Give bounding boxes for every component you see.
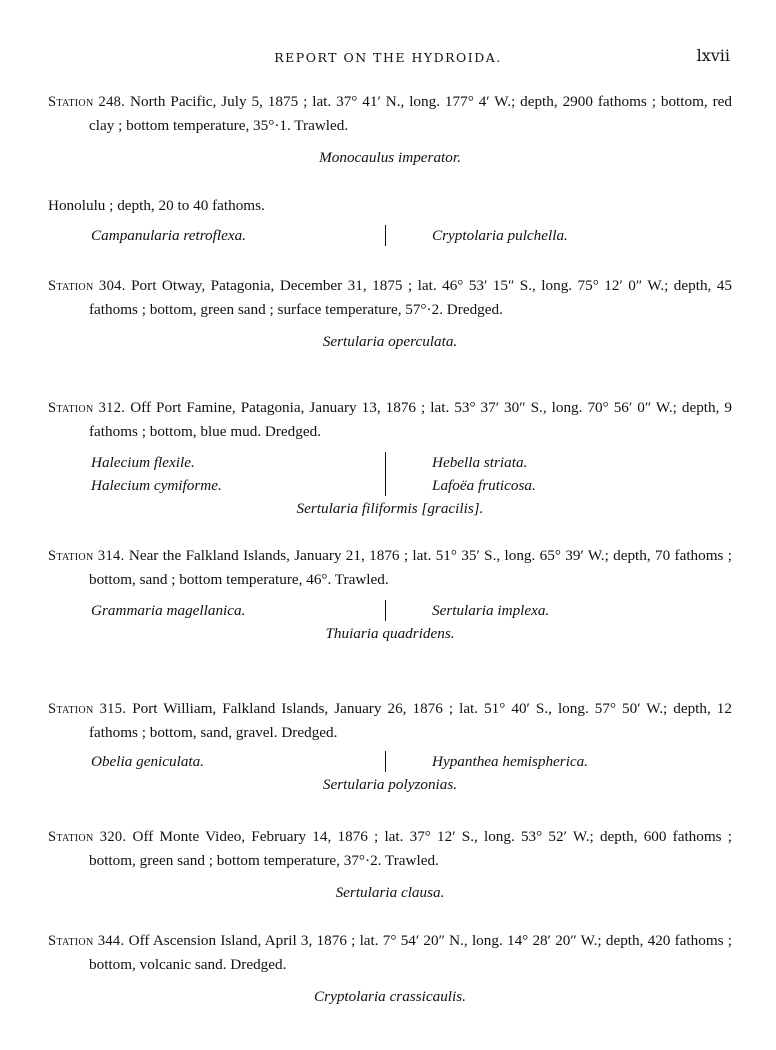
station-description: [48, 274, 732, 321]
station-label: Station 320.: [48, 829, 127, 845]
page-header: [0, 48, 776, 70]
page-number: lxvii: [696, 46, 730, 65]
station-text: Port William, Falkland Islands, January 26, 1876 ; lat. 51° 40′ S., long. 57° 50′ W.; depth, 12 fathoms ; bottom, sand, gravel. Dredged.: [89, 700, 732, 741]
station-entry: [48, 697, 732, 796]
column-divider: [385, 751, 386, 772]
species-name: Sertularia operculata.: [322, 333, 458, 350]
station-label: Station 304.: [48, 278, 126, 294]
species-name: Hebella striata.: [432, 454, 528, 471]
station-label: Station 312.: [48, 400, 126, 416]
species-name: Monocaulus imperator.: [319, 149, 461, 166]
species-name: Hypanthea hemispherica.: [432, 753, 589, 770]
station-entry: [48, 544, 732, 645]
species-name: Obelia geniculata.: [91, 753, 205, 770]
station-text: Port Otway, Patagonia, December 31, 1875 ; lat. 46° 53′ 15″ S., long. 75° 12′ 0″ W.; depth, 45 fathoms ; bottom, green sand ; surface temperature, 57°·2. Dredged.: [89, 277, 732, 318]
station-text: Honolulu ; depth, 20 to 40 fathoms.: [48, 197, 265, 214]
species-name: Sertularia polyzonias.: [322, 776, 458, 793]
station-entry: [48, 90, 732, 169]
running-title: REPORT ON THE HYDROIDA.: [274, 50, 502, 65]
species-name: Sertularia clausa.: [335, 884, 445, 901]
station-description: [48, 396, 732, 443]
station-description: [48, 697, 732, 744]
station-label: Station 314.: [48, 548, 125, 564]
species-name: Sertularia filiformis [gracilis].: [296, 500, 484, 517]
species-columns: [48, 451, 732, 474]
species-name: Cryptolaria pulchella.: [432, 227, 568, 244]
species-name: Thuiaria quadridens.: [325, 625, 455, 642]
column-divider: [385, 600, 386, 621]
station-text: North Pacific, July 5, 1875 ; lat. 37° 41′ N., long. 177° 4′ W.; depth, 2900 fathoms ; bottom, red clay ; bottom temperature, 35°·1. Trawled.: [89, 93, 733, 134]
species-columns: [48, 599, 732, 622]
column-divider: [385, 225, 386, 246]
station-entry: [48, 274, 732, 353]
station-description: [48, 929, 732, 976]
station-description: [48, 90, 732, 137]
station-description: [48, 825, 732, 872]
species-name: Halecium flexile.: [91, 454, 195, 471]
species-columns: [48, 224, 732, 247]
species-name: Cryptolaria crassicaulis.: [314, 988, 466, 1005]
species-name: Lafoëa fruticosa.: [432, 477, 536, 494]
species-name: Campanularia retroflexa.: [91, 227, 246, 244]
species-name: Halecium cymiforme.: [91, 477, 222, 494]
species-columns: [48, 474, 732, 497]
station-entry: [48, 194, 732, 247]
species-name: Sertularia implexa.: [432, 602, 550, 619]
station-description: [48, 544, 732, 591]
station-text: Off Ascension Island, April 3, 1876 ; lat. 7° 54′ 20″ N., long. 14° 28′ 20″ W.; depth, 420 fathoms ; bottom, volcanic sand. Dredged.: [89, 932, 733, 973]
species-columns: [48, 750, 732, 773]
station-entry: [48, 396, 732, 520]
station-text: Off Monte Video, February 14, 1876 ; lat. 37° 12′ S., long. 53° 52′ W.; depth, 600 fathoms ; bottom, green sand ; bottom temperature, 37°·2. Trawled.: [89, 828, 732, 869]
station-description: [48, 194, 732, 217]
station-label: Station 344.: [48, 933, 125, 949]
station-label: Station 315.: [48, 701, 127, 717]
station-entry: [48, 825, 732, 904]
station-label: Station 248.: [48, 94, 126, 110]
species-name: Grammaria magellanica.: [91, 602, 246, 619]
station-text: Off Port Famine, Patagonia, January 13, 1876 ; lat. 53° 37′ 30″ S., long. 70° 56′ 0″ W.; depth, 9 fathoms ; bottom, blue mud. Dredged.: [89, 399, 733, 440]
station-entry: [48, 929, 732, 1008]
station-text: Near the Falkland Islands, January 21, 1876 ; lat. 51° 35′ S., long. 65° 39′ W.; depth, 70 fathoms ; bottom, sand ; bottom temperature, 46°. Trawled.: [89, 547, 733, 588]
